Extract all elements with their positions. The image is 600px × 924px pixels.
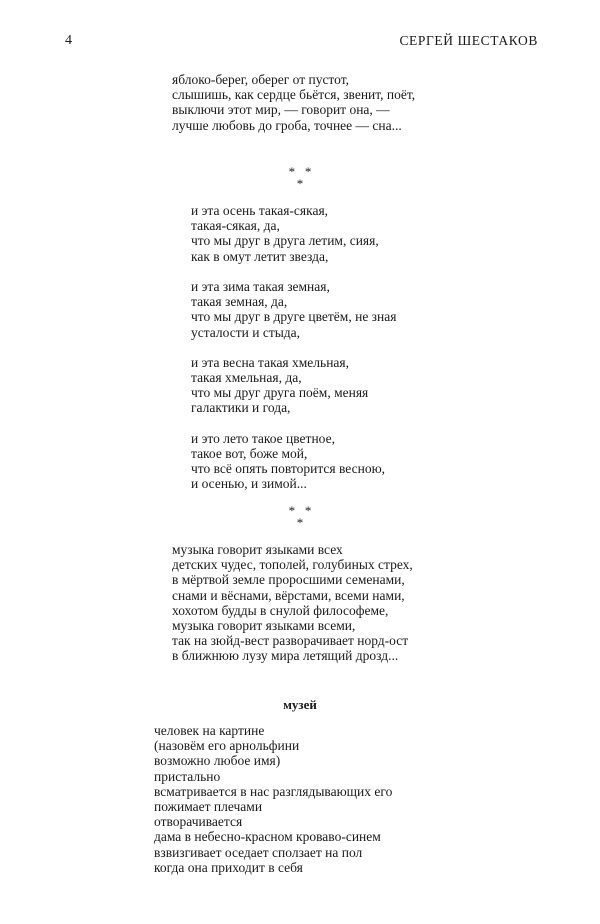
- poem-line: когда она приходит в себя: [154, 859, 303, 875]
- poem-line: снами и вёснами, вёрстами, всеми нами,: [172, 587, 405, 603]
- poem-line: и эта зима такая земная,: [191, 278, 330, 294]
- poem-line: такое вот, боже мой,: [191, 446, 308, 461]
- poem-line: и осенью, и зимой...: [191, 476, 307, 492]
- poem-line: и эта осень такая-сякая,: [191, 203, 329, 218]
- stanza: [191, 355, 396, 416]
- poem-line: и эта весна такая хмельная,: [191, 354, 349, 370]
- asterism-separator-2: [0, 505, 600, 529]
- poem-line: (назовём его арнольфини: [154, 738, 300, 754]
- poem-line: яблоко-берег, оберег от пустот,: [172, 72, 349, 87]
- stanza: [191, 279, 396, 340]
- poem-line: в ближнюю лузу мира летящий дрозд...: [172, 648, 399, 664]
- poem-line: такая хмельная, да,: [191, 370, 302, 386]
- poem-line: хохотом будды в снулой философеме,: [172, 602, 389, 618]
- asterism-bottom: *: [296, 515, 304, 530]
- poem-line: всматривается в нас разглядывающих его: [154, 783, 393, 799]
- poem-line: человек на картине: [154, 723, 265, 738]
- stanza: [191, 431, 396, 492]
- poem-line: лучше любовь до гроба, точнее — сна...: [172, 117, 402, 133]
- poem-line: что мы друг в друга летим, сияя,: [191, 233, 379, 249]
- poem-line: и это лето такое цветное,: [191, 430, 335, 446]
- page-number: 4: [65, 33, 72, 48]
- poem-line: детских чудес, тополей, голубиных стрех,: [172, 557, 413, 573]
- poem-line: выключи этот мир, — говорит она, —: [172, 102, 390, 118]
- poem-line: пожимает плечами: [154, 798, 263, 814]
- poem-line: галактики и года,: [191, 400, 291, 416]
- poem-line: такая-сякая, да,: [191, 218, 280, 234]
- poem-line: музыка говорит языками всеми,: [172, 617, 356, 633]
- author-name: СЕРГЕЙ ШЕСТАКОВ: [399, 33, 538, 48]
- poem-line: как в омут летит звезда,: [191, 248, 329, 264]
- poem-4: [154, 723, 392, 875]
- poem-line: так на зюйд-вест разворачивает норд-ост: [172, 633, 409, 649]
- poem-line: в мёртвой земле проросшими семенами,: [172, 572, 405, 588]
- poem-line: слышишь, как сердце бьётся, звенит, поёт,: [172, 87, 416, 103]
- poem-title: музей: [283, 697, 317, 712]
- poem-line: взвизгивает оседает сползает на пол: [154, 844, 363, 860]
- poem-line: такая земная, да,: [191, 294, 288, 310]
- poem-line: пристально: [154, 768, 221, 784]
- poem-line: музыка говорит языками всех: [172, 542, 343, 557]
- poem-line: усталости и стыда,: [191, 324, 301, 340]
- poem-line: отворачивается: [154, 814, 243, 830]
- running-head: [65, 33, 538, 51]
- poem-line: что мы друг друга поём, меняя: [191, 385, 369, 401]
- asterism-bottom: *: [296, 176, 304, 191]
- asterism-top: * *: [288, 503, 312, 518]
- stanza: [191, 203, 396, 264]
- poem-2: [191, 203, 396, 492]
- poem-1-ending: [172, 72, 415, 133]
- poem-3: [172, 542, 413, 664]
- poem-line: возможно любое имя): [154, 753, 281, 769]
- poem-line: дама в небесно-красном кроваво-синем: [154, 829, 381, 845]
- poem-line: что мы друг в друге цветём, не зная: [191, 309, 397, 325]
- asterism-separator-1: [0, 166, 600, 190]
- poem-line: что всё опять повторится весною,: [191, 461, 386, 477]
- asterism-top: * *: [288, 164, 312, 179]
